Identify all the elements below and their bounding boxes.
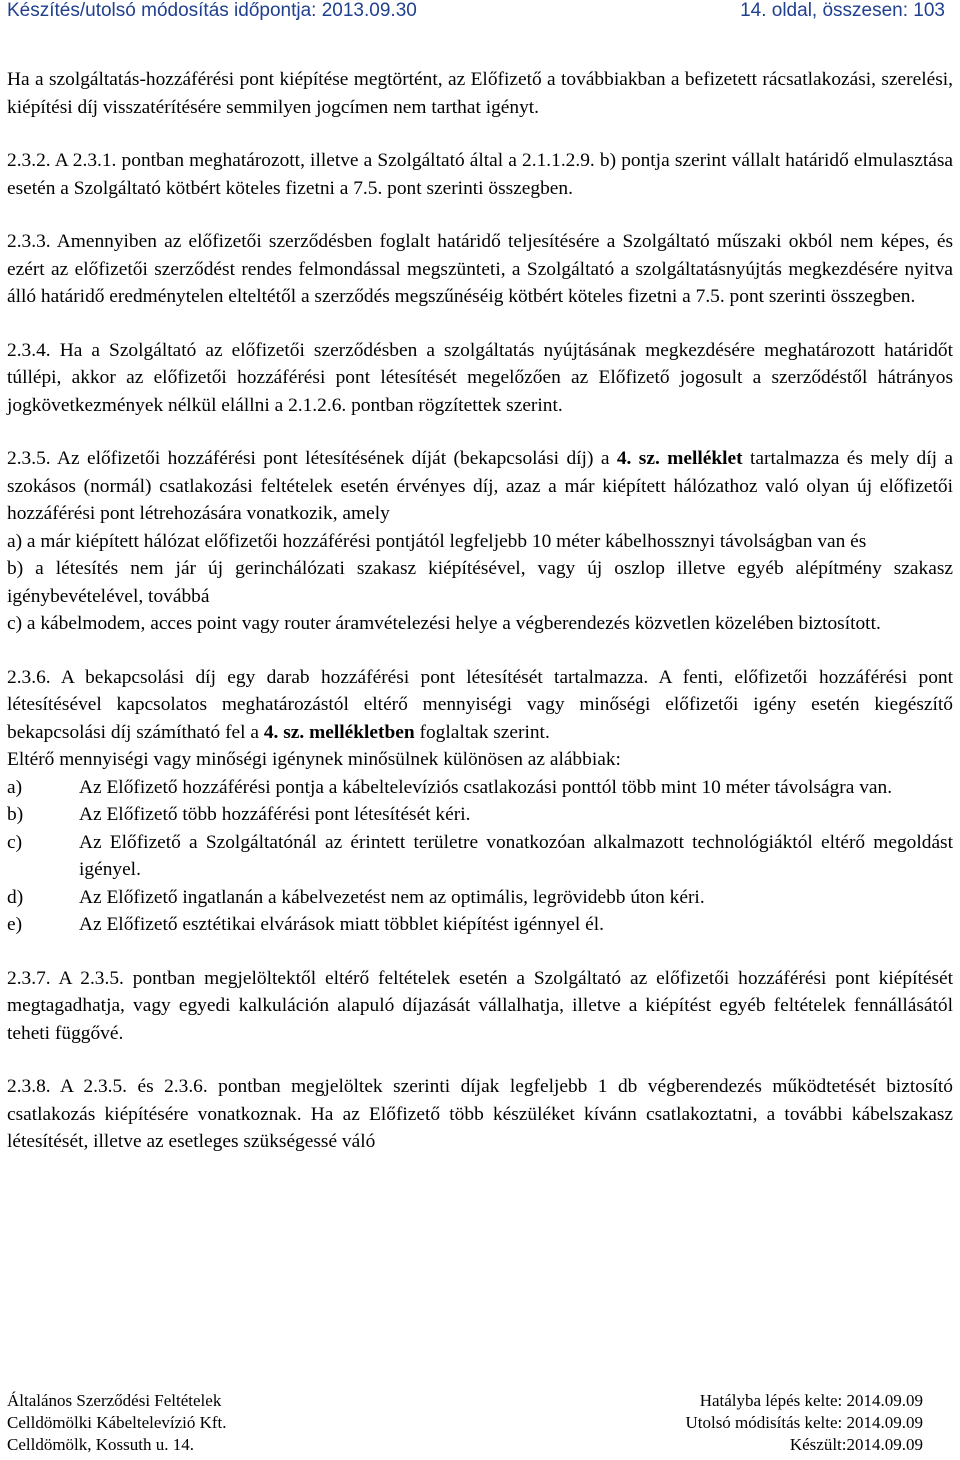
bold-reference: 4. sz. mellékletben — [263, 721, 415, 743]
list-label: b) — [7, 804, 24, 825]
footer-effective-date: Hatályba lépés kelte: 2014.09.09 — [699, 1391, 923, 1410]
paragraph-2-3-8: 2.3.8. A 2.3.5. és 2.3.6. pontban megjelöltek szerinti díjak legfeljebb 1 db végberendezés működtetését biztosító csatlakozás kiépítésére vonatkoznak. Ha az Előfizető több készüléket kívánn csatlakoztatni, a további kábelszakasz létesítését, illetve az esetleges szükségessé váló — [7, 1076, 953, 1152]
list-label: a) — [7, 776, 23, 798]
header-page-number: 14. oldal, összesen: 103 — [740, 0, 945, 21]
bold-reference: 4. sz. melléklet — [616, 448, 743, 469]
text: 2.3.6. A bekapcsolási díj egy darab hozzáférési pont létesítését tartalmazza. A fenti, előfizetői hozzáférési pont létesítésével kapcsolatos meghatározástól eltérő mennyiségi vagy minőségi előfizetői igény esetén kiegészítő bekapcsolási díj számítható fel a — [7, 666, 953, 743]
list-intro: Eltérő mennyiségi vagy minőségi igénynek minősülnek különösen az alábbiak: — [7, 749, 621, 770]
list-item: a) a már kiépített hálózat előfizetői hozzáférési pontjától legfeljebb 10 méter kábelhossznyi távolságban van és — [7, 530, 867, 552]
list-item — [7, 911, 953, 939]
list-label: c) — [7, 831, 23, 853]
paragraph-2-3-6 — [7, 664, 953, 747]
footer-row — [7, 1412, 923, 1434]
list-text: Az Előfizető több hozzáférési pont létesítését kéri. — [79, 804, 471, 825]
footer-title: Általános Szerződési Feltételek — [7, 1391, 222, 1410]
header-date: Készítés/utolsó módosítás időpontja: 2013.09.30 — [7, 0, 417, 21]
paragraph-2-3-7: 2.3.7. A 2.3.5. pontban megjelöltektől eltérő feltételek esetén a Szolgáltató az előfizetői hozzáférési pont kiépítését megtagadhatja, vagy egyedi kalkuláción alapuló díjazását vállalhatja, illetve a kiépítést egyéb feltételek fennállásától teheti függővé. — [7, 967, 953, 1044]
footer-created-date: Készült:2014.09.09 — [789, 1435, 923, 1454]
footer-modified-date: Utolsó módisítás kelte: 2014.09.09 — [685, 1413, 923, 1432]
footer-address: Celldömölk, Kossuth u. 14. — [7, 1435, 195, 1454]
paragraph-2-3-4: 2.3.4. Ha a Szolgáltató az előfizetői szerződésben a szolgáltatás nyújtásának megkezdésére meghatározott határidőt túllépi, akkor az előfizetői hozzáférési pont létesítését megelőzően az Előfizető jogosult a szerződéstől hátrányos jogkövetkezmények nélkül elállni a 2.1.2.6. pontban rögzítettek szerint. — [7, 339, 953, 416]
text: tartalmazza és mely díj a szokásos (normál) csatlakozási feltételek esetén érvényes díj, azaz a már kiépített hálózathoz való olyan új előfizetői hozzáférési pont létrehozására vonatkozik, amely — [7, 448, 953, 524]
footer-row — [7, 1434, 923, 1456]
list-item — [7, 829, 953, 884]
page-header — [7, 0, 945, 24]
list-item — [7, 884, 953, 912]
list-text: Az Előfizető a Szolgáltatónál az érintett területre vonatkozóan alkalmazott technológiáktól eltérő megoldást igényel. — [79, 831, 953, 880]
paragraph-2-3-5 — [7, 445, 953, 528]
footer-company: Celldömölki Kábeltelevízió Kft. — [7, 1413, 227, 1432]
document-body — [7, 66, 953, 1156]
list-item: b) a létesítés nem jár új gerinchálózati szakasz kiépítésével, vagy új oszlop illetve egyéb alépítmény szakasz igénybevételével, továbbá — [7, 558, 953, 607]
list-item — [7, 774, 953, 802]
footer-row — [7, 1390, 923, 1412]
paragraph-2-3-3: 2.3.3. Amennyiben az előfizetői szerződésben foglalt határidő teljesítésére a Szolgáltató műszaki okból nem képes, és ezért az előfizetői szerződést rendes felmondással megszünteti, a Szolgáltató a szolgáltatásnyújtás megkezdésére nyitva álló határidő eredménytelen elteltétől a szerződés megszűnéséig kötbért köteles fizetni a 7.5. pont szerinti összegben. — [7, 231, 953, 307]
list-item — [7, 801, 953, 829]
paragraph-intro: Ha a szolgáltatás-hozzáférési pont kiépítése megtörtént, az Előfizető a továbbiakban a befizetett rácsatlakozási, szerelési, kiépítési díj visszatérítésére semmilyen jogcímen nem tarthat igényt. — [7, 69, 953, 118]
text: foglaltak szerint. — [414, 721, 550, 743]
list-text: Az Előfizető ingatlanán a kábelvezetést nem az optimális, legrövidebb úton kéri. — [79, 886, 705, 908]
list-text: Az Előfizető hozzáférési pontja a kábeltelevíziós csatlakozási ponttól több mint 10 méter távolságra van. — [79, 776, 893, 798]
text: 2.3.5. Az előfizetői hozzáférési pont létesítésének díját (bekapcsolási díj) a — [7, 448, 617, 469]
page-footer — [7, 1390, 923, 1456]
list-label: e) — [7, 914, 23, 935]
paragraph-2-3-2: 2.3.2. A 2.3.1. pontban meghatározott, illetve a Szolgáltató által a 2.1.1.2.9. b) pontja szerint vállalt határidő elmulasztása esetén a Szolgáltató kötbért köteles fizetni a 7.5. pont szerinti összegben. — [7, 150, 953, 199]
list-text: Az Előfizető esztétikai elvárások miatt többlet kiépítést igénnyel él. — [79, 914, 604, 935]
list-item: c) a kábelmodem, acces point vagy router áramvételezési helye a végberendezés közvetlen közelében biztosított. — [7, 613, 881, 634]
list-label: d) — [7, 886, 24, 908]
